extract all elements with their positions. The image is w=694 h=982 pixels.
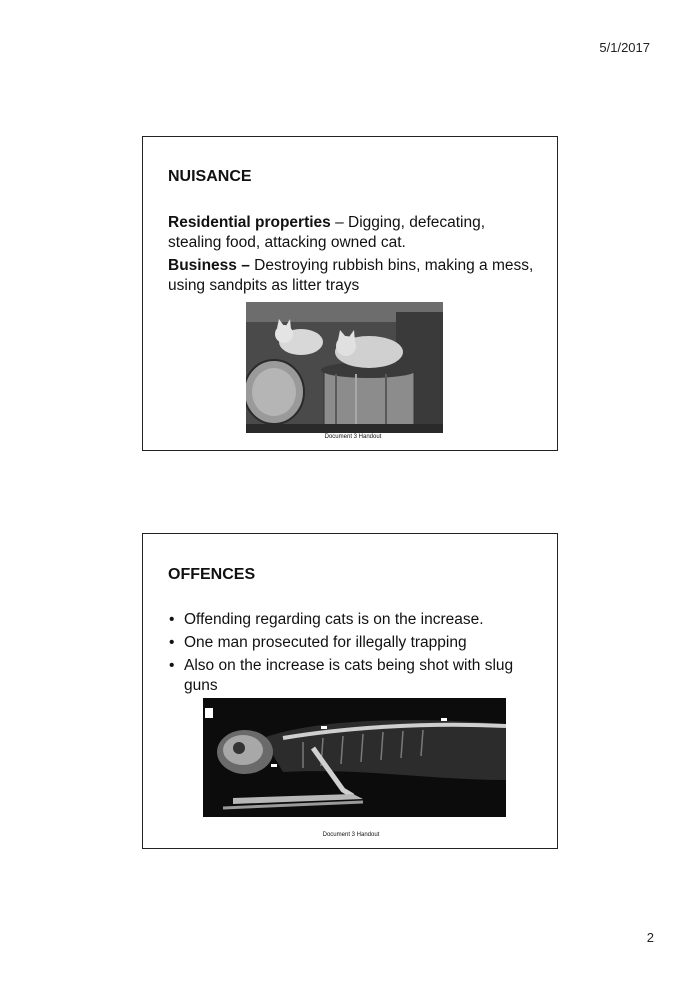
bullet-text: Offending regarding cats is on the increase. <box>184 611 484 628</box>
list-item: • Offending regarding cats is on the increase. <box>169 611 484 628</box>
slide-caption: Document 3 Handout <box>324 434 382 440</box>
cat-xray-illustration <box>203 698 506 817</box>
slide-caption: Document 3 Handout <box>322 832 380 838</box>
paragraph-residential <box>168 213 538 253</box>
cat-xray-image <box>203 698 506 817</box>
slide-body <box>168 213 538 299</box>
page-number: 2 <box>646 930 654 945</box>
cats-on-bins-photo <box>246 302 443 433</box>
bullet-text: One man prosecuted for illegally trapping <box>184 634 467 651</box>
bullet-text: Also on the increase is cats being shot with slug guns <box>184 657 514 694</box>
text-business: Destroying rubbish bins, making a mess, using sandpits as litter trays <box>168 257 534 294</box>
slide-nuisance <box>142 136 558 451</box>
term-business: Business – <box>168 257 250 274</box>
list-item: • Also on the increase is cats being shot with slug guns <box>169 657 514 694</box>
term-residential: Residential properties <box>168 214 331 231</box>
paragraph-business <box>168 256 538 296</box>
date-stamp: 5/1/2017 <box>599 40 650 55</box>
cats-on-bins-illustration <box>246 302 443 433</box>
slide-offences <box>142 533 558 849</box>
slide-title: OFFENCES <box>168 566 256 583</box>
slide-title: NUISANCE <box>168 168 252 185</box>
text-residential: – Digging, defecating, stealing food, attacking owned cat. <box>168 214 486 251</box>
bullet-list <box>169 610 539 699</box>
list-item: • One man prosecuted for illegally trapping <box>169 634 467 651</box>
